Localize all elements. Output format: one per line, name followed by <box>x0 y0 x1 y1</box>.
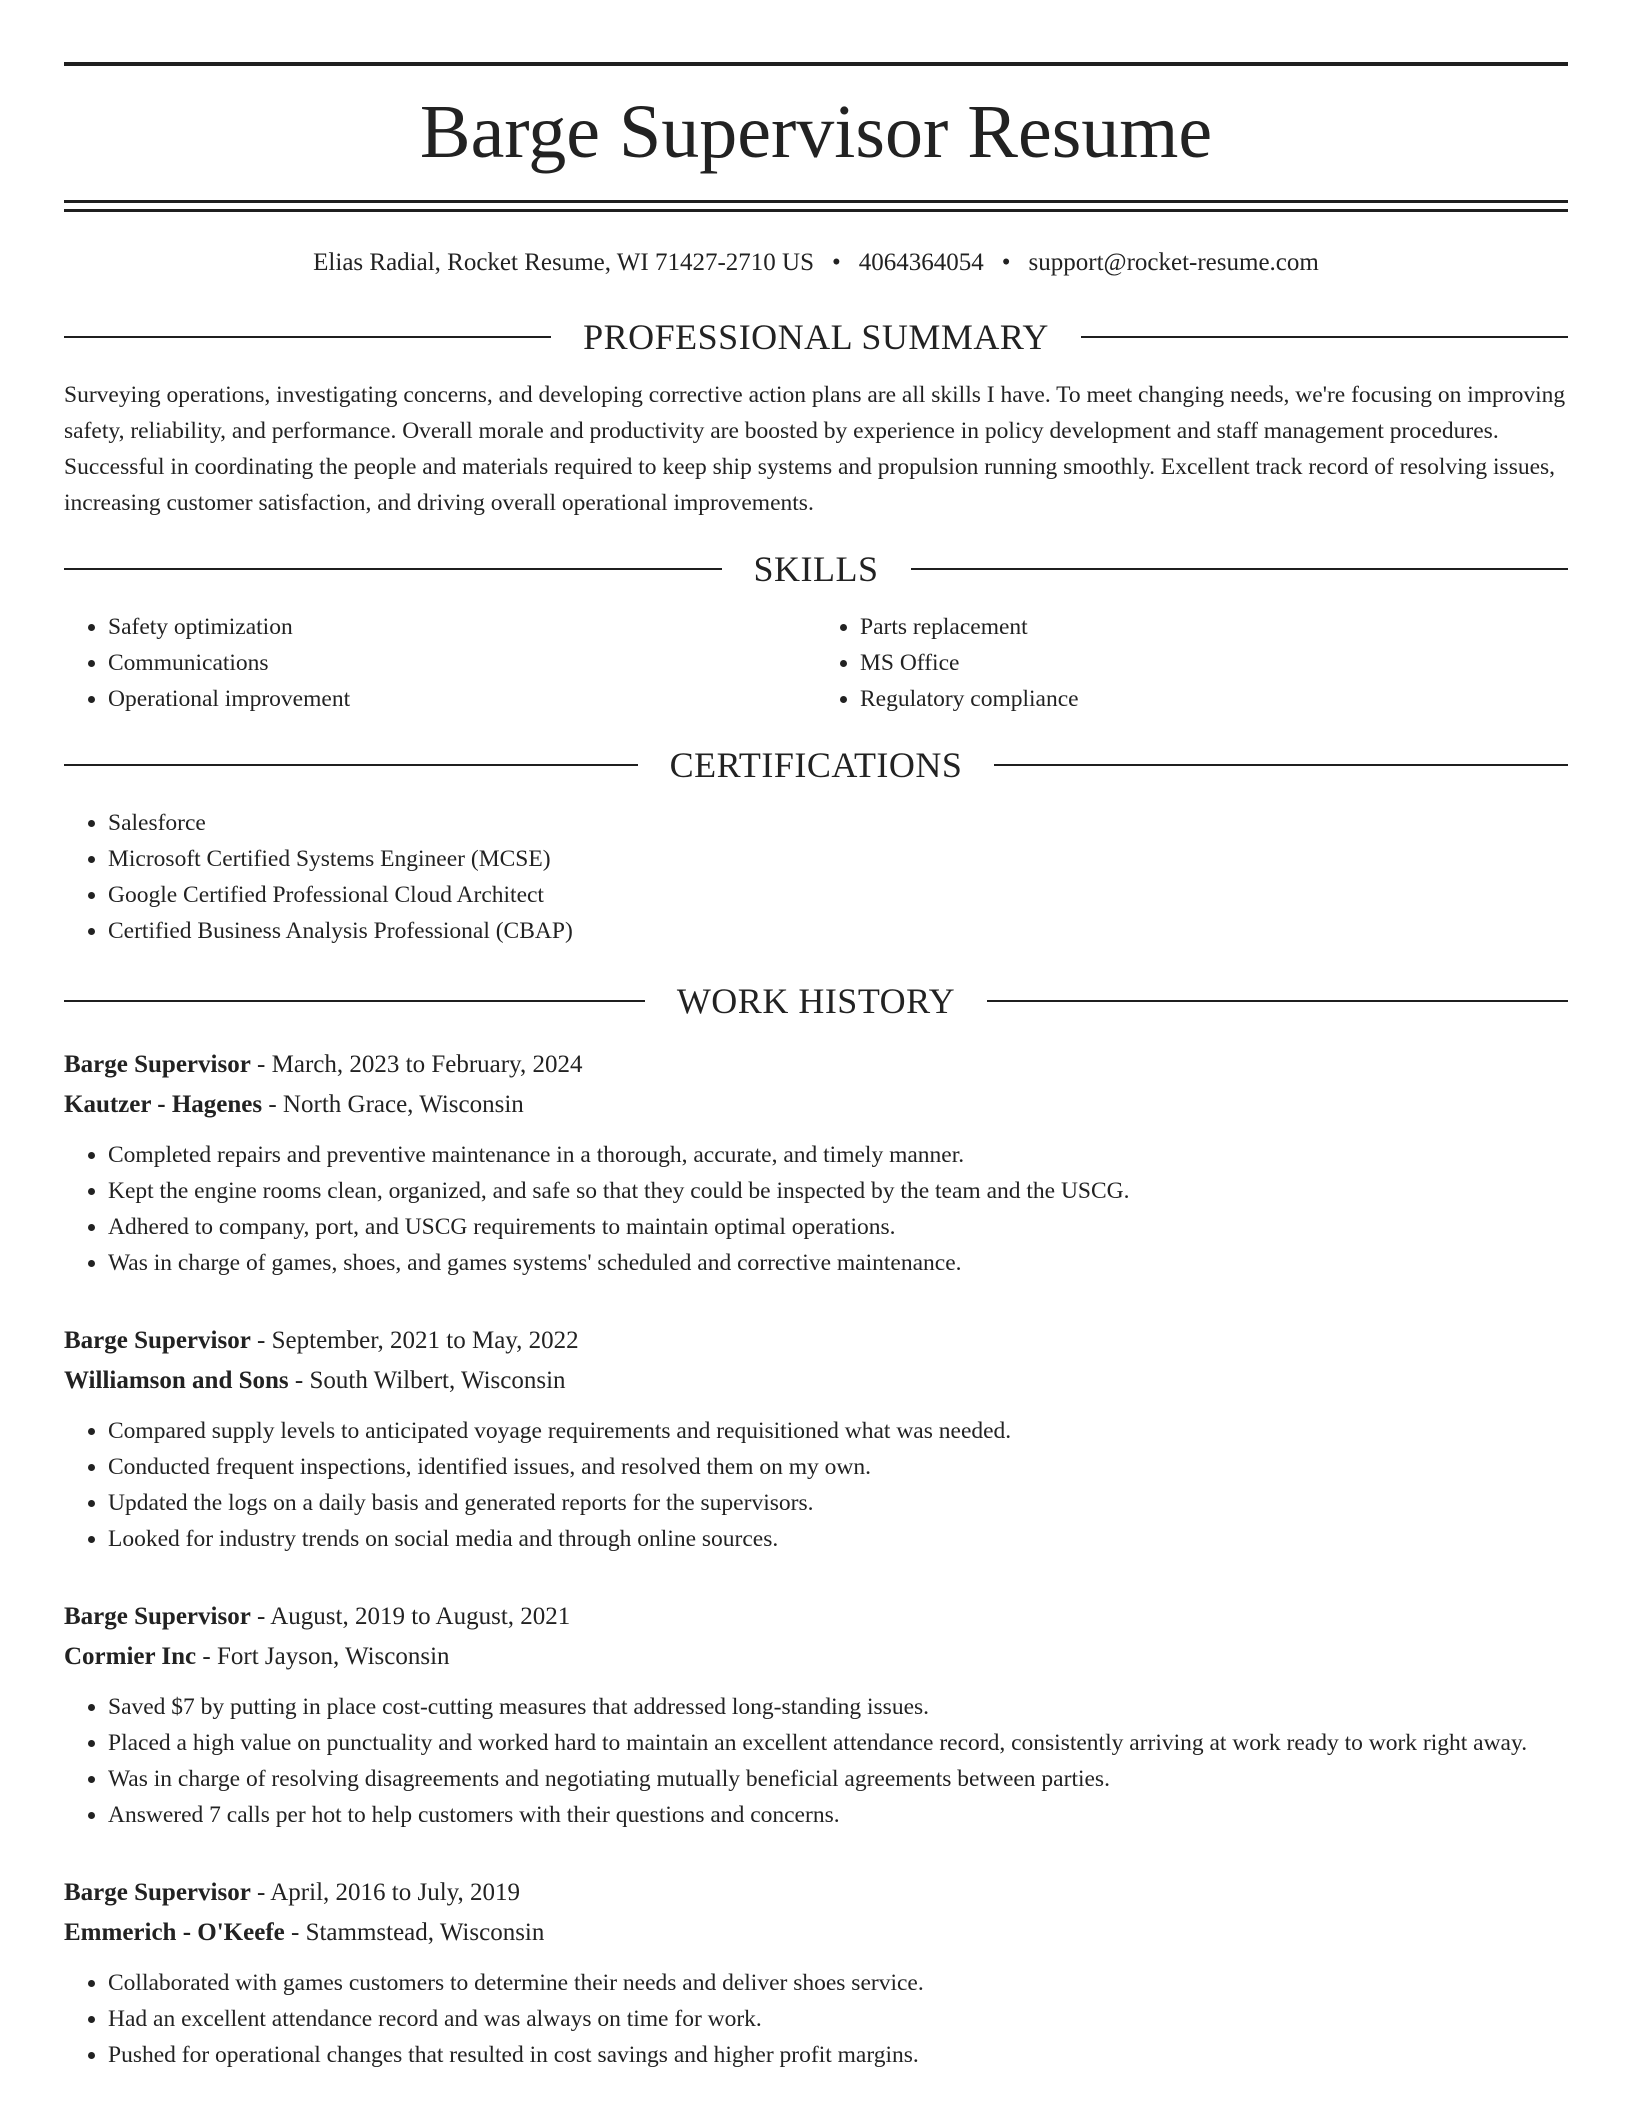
job-duty-item: • Collaborated with games customers to determine their needs and deliver shoes service. <box>108 1965 1568 2001</box>
job-duties-list <box>64 1137 1568 1281</box>
job-company-line <box>64 1085 1568 1125</box>
skills-columns <box>64 609 1568 717</box>
title-double-rule <box>64 200 1568 212</box>
top-rule <box>64 62 1568 66</box>
job-location: - Stammstead, Wisconsin <box>284 1919 545 1946</box>
contact-email: support@rocket-resume.com <box>1028 249 1319 276</box>
job-duty-item: • Looked for industry trends on social media and through online sources. <box>108 1521 1568 1557</box>
summary-text: Surveying operations, investigating concerns, and developing corrective action plans are all skills I have. To meet changing needs, we're focusing on improving safety, reliability, and performance. Overall morale and productivity are boosted by experience in policy development and staff management procedures. Successful in coordinating the people and materials required to keep ship systems and propulsion running smoothly. Excellent track record of resolving issues, increasing customer satisfaction, and driving overall operational improvements. <box>64 382 1566 516</box>
heading-rule-left <box>64 568 722 570</box>
skill-item: • Parts replacement <box>860 609 1568 645</box>
work-history-section-heading <box>64 983 1568 1019</box>
job-title-line <box>64 1045 1568 1085</box>
skill-item: • Regulatory compliance <box>860 681 1568 717</box>
job-company: Kautzer - Hagenes <box>64 1091 263 1118</box>
heading-rule-right <box>987 1000 1568 1002</box>
job-company: Emmerich - O'Keefe <box>64 1919 285 1946</box>
heading-rule-left <box>64 1000 645 1002</box>
certification-item: • Certified Business Analysis Professional (CBAP) <box>108 913 1568 949</box>
job-location: - North Grace, Wisconsin <box>262 1091 524 1118</box>
job-company: Cormier Inc <box>64 1643 197 1670</box>
job-duty-item: • Adhered to company, port, and USCG requirements to maintain optimal operations. <box>108 1209 1568 1245</box>
job-duty-item: • Had an excellent attendance record and was always on time for work. <box>108 2001 1568 2037</box>
heading-rule-right <box>994 764 1568 766</box>
job-company-line <box>64 1637 1568 1677</box>
skills-section-heading <box>64 551 1568 587</box>
skills-list-right <box>816 609 1568 717</box>
heading-rule-right <box>911 568 1569 570</box>
job-entry <box>64 1321 1568 1557</box>
job-company-line <box>64 1913 1568 1953</box>
skill-item: • Safety optimization <box>108 609 816 645</box>
contact-phone: 4064364054 <box>858 249 984 276</box>
job-title-line <box>64 1873 1568 1913</box>
job-title: Barge Supervisor <box>64 1603 251 1630</box>
job-title-line <box>64 1597 1568 1637</box>
job-duty-item: • Was in charge of games, shoes, and games systems' scheduled and corrective maintenance. <box>108 1245 1568 1281</box>
certifications-list <box>64 805 1568 949</box>
job-entry <box>64 1873 1568 2073</box>
job-dates: - April, 2016 to July, 2019 <box>250 1879 521 1906</box>
job-dates: - September, 2021 to May, 2022 <box>250 1327 579 1354</box>
job-duty-item: • Conducted frequent inspections, identified issues, and resolved them on my own. <box>108 1449 1568 1485</box>
certification-item: • Google Certified Professional Cloud Architect <box>108 877 1568 913</box>
job-entry <box>64 1597 1568 1833</box>
job-company: Williamson and Sons <box>64 1367 289 1394</box>
skill-item: • Operational improvement <box>108 681 816 717</box>
job-duty-item: • Pushed for operational changes that resulted in cost savings and higher profit margins. <box>108 2037 1568 2073</box>
job-title: Barge Supervisor <box>64 1327 251 1354</box>
skills-list-left <box>64 609 816 717</box>
job-location: - South Wilbert, Wisconsin <box>288 1367 566 1394</box>
certifications-section-heading <box>64 747 1568 783</box>
certification-item: • Salesforce <box>108 805 1568 841</box>
certifications-heading: CERTIFICATIONS <box>669 745 963 785</box>
job-company-line <box>64 1361 1568 1401</box>
work-history-heading: WORK HISTORY <box>676 981 956 1021</box>
job-duty-item: • Compared supply levels to anticipated voyage requirements and requisitioned what was needed. <box>108 1413 1568 1449</box>
job-title: Barge Supervisor <box>64 1879 251 1906</box>
job-duties-list <box>64 1965 1568 2073</box>
job-location: - Fort Jayson, Wisconsin <box>196 1643 450 1670</box>
job-duty-item: • Updated the logs on a daily basis and generated reports for the supervisors. <box>108 1485 1568 1521</box>
job-duty-item: • Answered 7 calls per hot to help customers with their questions and concerns. <box>108 1797 1568 1833</box>
summary-section-heading <box>64 319 1568 355</box>
skill-item: • MS Office <box>860 645 1568 681</box>
job-dates: - August, 2019 to August, 2021 <box>250 1603 571 1630</box>
job-dates: - March, 2023 to February, 2024 <box>250 1051 583 1078</box>
heading-rule-left <box>64 764 638 766</box>
job-title-line <box>64 1321 1568 1361</box>
heading-rule-right <box>1081 336 1568 338</box>
certification-item: • Microsoft Certified Systems Engineer (MCSE) <box>108 841 1568 877</box>
job-duties-list <box>64 1413 1568 1557</box>
job-duty-item: • Placed a high value on punctuality and worked hard to maintain an excellent attendance record, consistently arriving at work ready to work right away. <box>108 1725 1568 1761</box>
contact-line <box>64 250 1568 275</box>
job-duty-item: • Kept the engine rooms clean, organized, and safe so that they could be inspected by the team and the USCG. <box>108 1173 1568 1209</box>
job-duty-item: • Was in charge of resolving disagreements and negotiating mutually beneficial agreements between parties. <box>108 1761 1568 1797</box>
page-title: Barge Supervisor Resume <box>419 90 1213 174</box>
job-duty-item: • Completed repairs and preventive maintenance in a thorough, accurate, and timely manner. <box>108 1137 1568 1173</box>
heading-rule-left <box>64 336 551 338</box>
job-title: Barge Supervisor <box>64 1051 251 1078</box>
contact-separator: • <box>832 249 841 276</box>
skills-heading: SKILLS <box>753 549 879 589</box>
job-duty-item: • Saved $7 by putting in place cost-cutting measures that addressed long-standing issues. <box>108 1689 1568 1725</box>
contact-separator: • <box>1001 249 1011 276</box>
summary-heading: PROFESSIONAL SUMMARY <box>583 317 1049 357</box>
job-entry <box>64 1045 1568 1281</box>
job-duties-list <box>64 1689 1568 1833</box>
contact-address: Elias Radial, Rocket Resume, WI 71427-2710 US <box>313 249 815 276</box>
certifications-block <box>64 805 1568 949</box>
skill-item: • Communications <box>108 645 816 681</box>
